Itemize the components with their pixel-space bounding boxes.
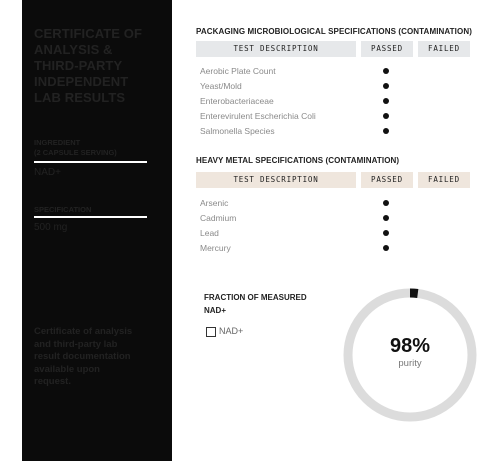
passed-dot-icon — [383, 68, 389, 74]
certificate-title: CERTIFICATE OF ANALYSIS & THIRD-PARTY INDEPENDENT LAB RESULTS — [34, 26, 143, 105]
metal-row — [200, 227, 450, 242]
passed-dot-icon — [383, 230, 389, 236]
micro-row — [200, 80, 450, 95]
micro-row — [200, 125, 450, 140]
ingredient-label-text: INGREDIENT — [34, 138, 81, 147]
ingredient-serving-text: (2 CAPSULE SERVING) — [34, 147, 117, 157]
metal-header-description: TEST DESCRIPTION — [196, 172, 356, 188]
fraction-subtitle: NAD+ — [204, 305, 227, 315]
availability-note: Certificate of analysis and third-party lab result documentation available upon request. — [34, 326, 133, 387]
micro-header-failed: FAILED — [418, 41, 470, 57]
passed-dot-icon — [383, 83, 389, 89]
fraction-title — [204, 292, 324, 317]
passed-dot-icon — [383, 215, 389, 221]
purity-caption: purity — [398, 358, 422, 369]
micro-row-label: Salmonella Species — [200, 126, 275, 136]
fraction-title-text: FRACTION OF MEASURED — [204, 293, 307, 302]
metal-section-title: HEAVY METAL SPECIFICATIONS (CONTAMINATION) — [196, 156, 400, 165]
ingredient-label — [34, 138, 117, 157]
specification-divider — [34, 216, 147, 218]
passed-dot-icon — [383, 200, 389, 206]
micro-row — [200, 95, 450, 110]
micro-row — [200, 110, 450, 125]
passed-dot-icon — [383, 113, 389, 119]
metal-row-label: Mercury — [200, 243, 231, 253]
micro-header-passed: PASSED — [361, 41, 413, 57]
legend-swatch-icon — [206, 327, 216, 337]
micro-row — [200, 65, 450, 80]
purity-value: 98% — [389, 335, 431, 357]
ingredient-divider — [34, 161, 147, 163]
micro-row-label: Enterobacteriaceae — [200, 96, 274, 106]
passed-dot-icon — [383, 98, 389, 104]
specification-value: 500 mg — [34, 222, 68, 233]
metal-row-label: Arsenic — [200, 198, 229, 208]
passed-dot-icon — [383, 128, 389, 134]
metal-header-passed: PASSED — [361, 172, 413, 188]
metal-row-label: Cadmium — [200, 213, 237, 223]
metal-row — [200, 212, 450, 227]
metal-row — [200, 242, 450, 257]
ingredient-value: NAD+ — [34, 167, 61, 178]
micro-row-label: Enterevirulent Escherichia Coli — [200, 111, 316, 121]
micro-row-label: Yeast/Mold — [200, 81, 242, 91]
metal-header-failed: FAILED — [418, 172, 470, 188]
micro-row-label: Aerobic Plate Count — [200, 66, 276, 76]
micro-section-title: PACKAGING MICROBIOLOGICAL SPECIFICATIONS (CONTAMINATION) — [196, 27, 472, 36]
specification-label: SPECIFICATION — [34, 205, 92, 214]
legend-label: NAD+ — [219, 326, 244, 336]
metal-row-label: Lead — [200, 228, 219, 238]
passed-dot-icon — [383, 245, 389, 251]
metal-row — [200, 197, 450, 212]
micro-header-description: TEST DESCRIPTION — [196, 41, 356, 57]
